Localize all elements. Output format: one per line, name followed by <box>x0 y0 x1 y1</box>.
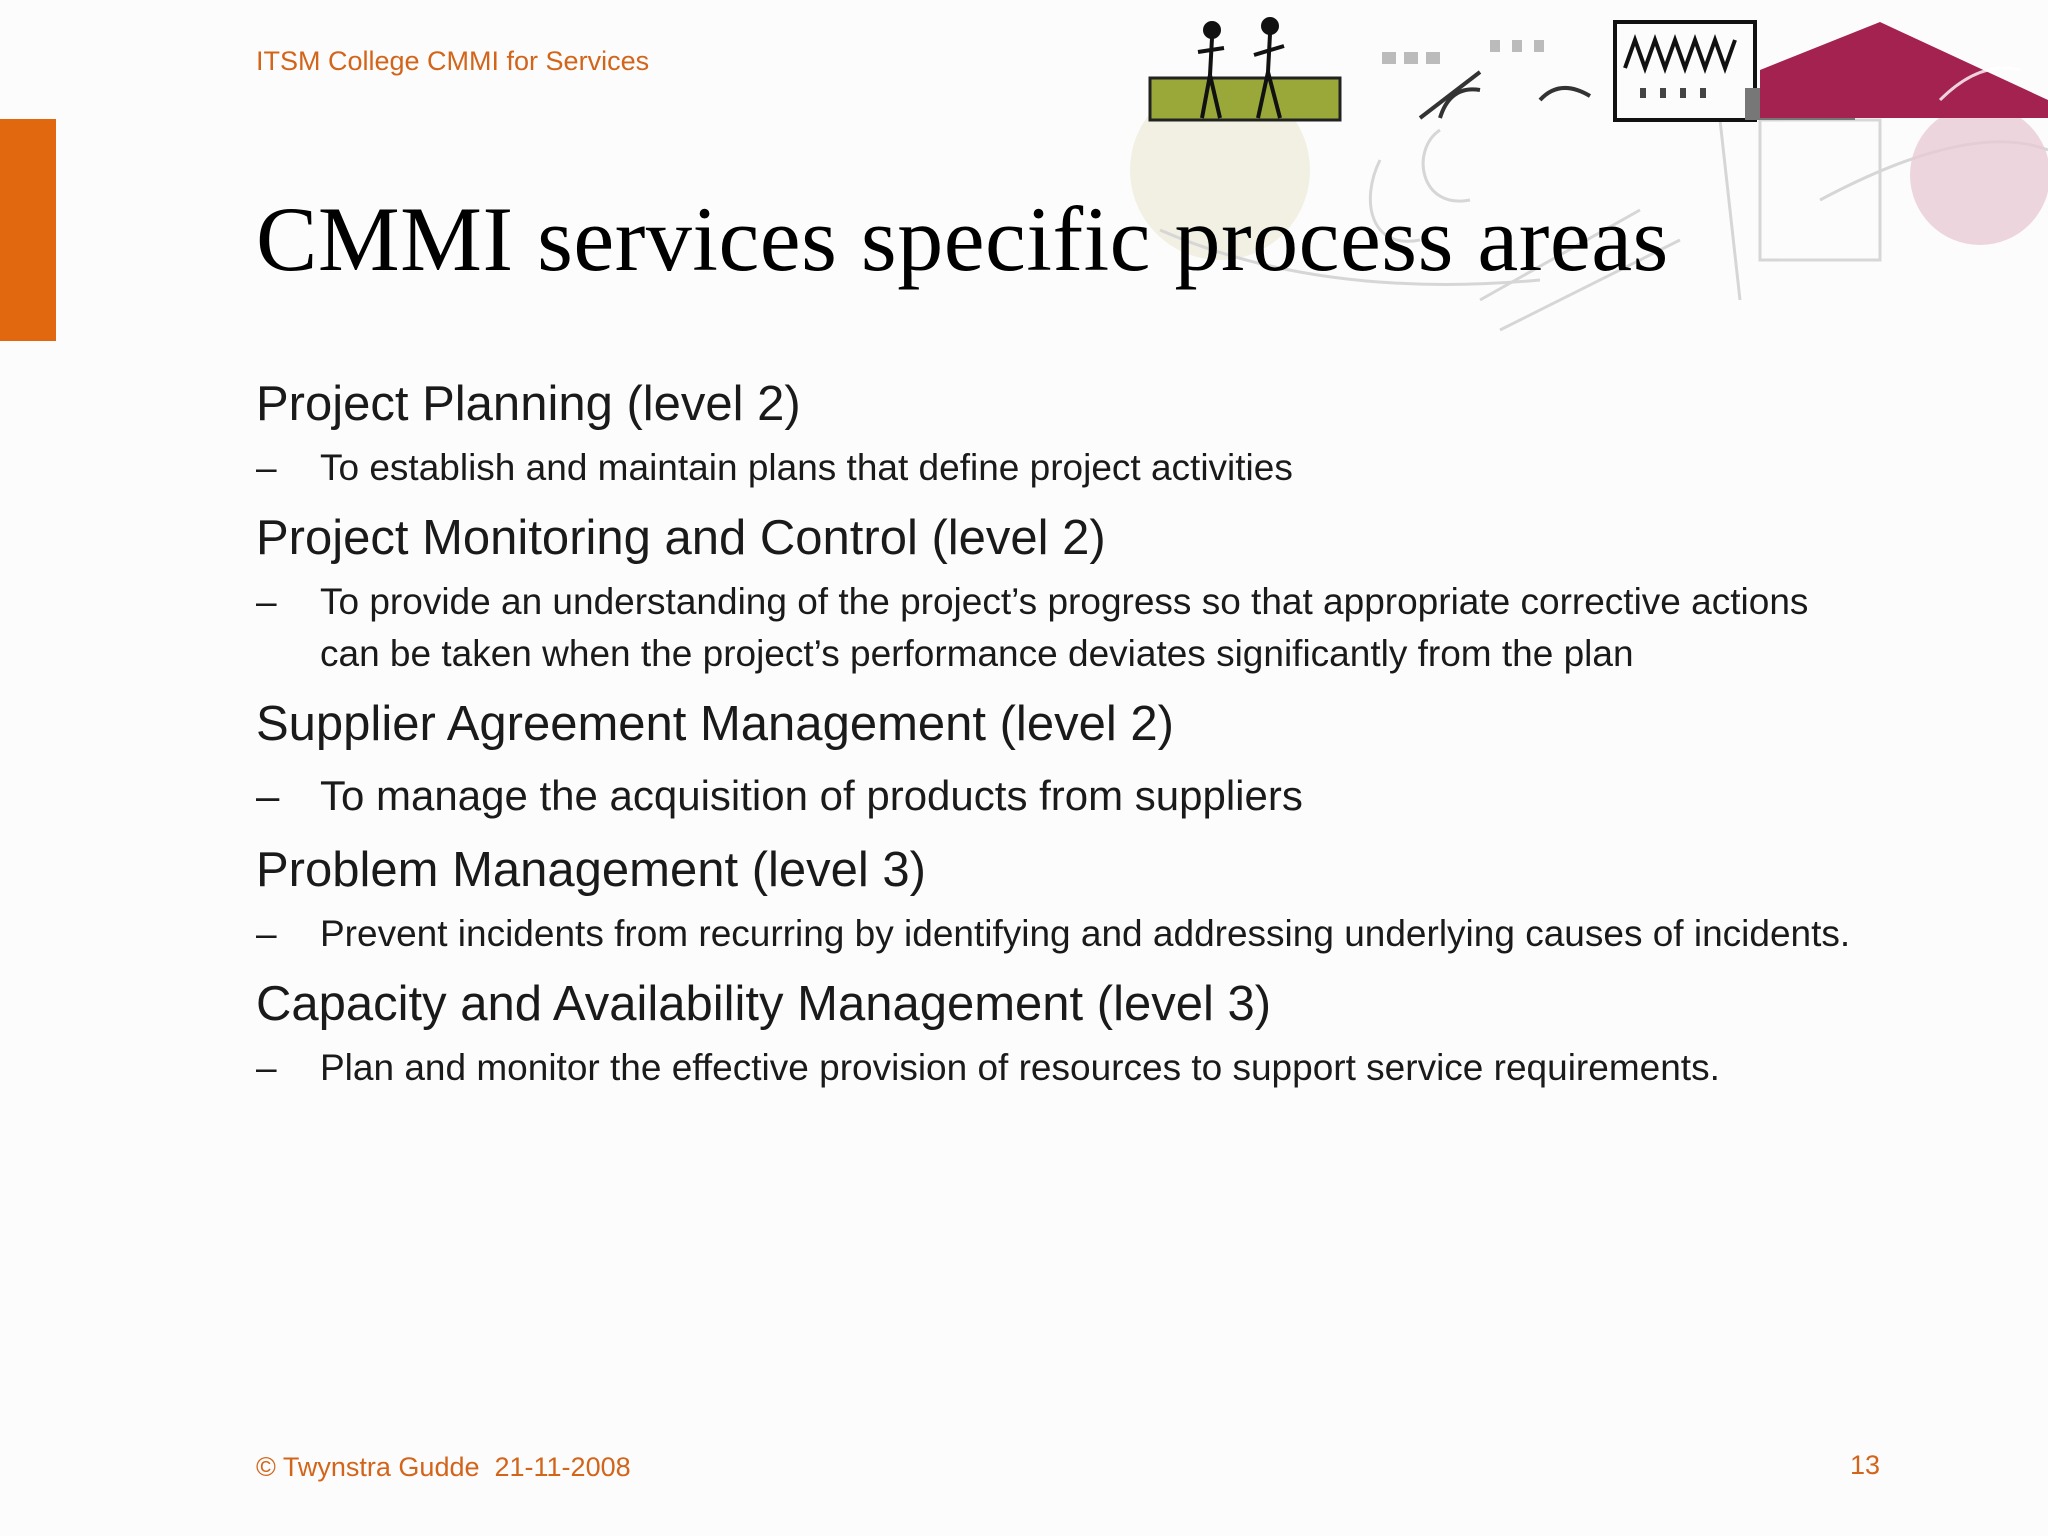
process-area-title: Capacity and Availability Management (level 3) <box>256 977 1272 1031</box>
footer-copyright: © Twynstra Gudde 21-11-2008 <box>256 1452 631 1482</box>
process-area-title: Supplier Agreement Management (level 2) <box>256 697 1174 751</box>
bullet-dash: – <box>256 1047 277 1088</box>
bullet-dash: – <box>256 447 277 488</box>
process-area-description <box>256 1042 1856 1094</box>
header-label: ITSM College CMMI for Services <box>256 46 650 76</box>
process-area-description <box>256 768 1856 824</box>
accent-bar <box>0 119 56 341</box>
process-area-title: Problem Management (level 3) <box>256 843 926 897</box>
description-text: To provide an understanding of the project’s progress so that appropriate corrective actions can be taken when the project’s performance deviates significantly from the plan <box>320 581 1809 674</box>
process-area-item <box>256 506 1856 680</box>
process-area-title: Project Planning (level 2) <box>256 377 801 431</box>
process-area-item <box>256 692 1856 824</box>
process-area-description <box>256 442 1856 494</box>
bullet-dash: – <box>256 581 277 622</box>
description-text: To establish and maintain plans that define project activities <box>320 447 1293 488</box>
sketch-illustration-icon <box>1120 0 2048 345</box>
description-text: Prevent incidents from recurring by identifying and addressing underlying causes of incidents. <box>320 913 1851 954</box>
description-text: Plan and monitor the effective provision of resources to support service requirements. <box>320 1047 1720 1088</box>
bullet-dash: – <box>256 772 280 819</box>
process-area-description <box>256 908 1856 960</box>
process-area-list <box>256 372 1856 1106</box>
page-number: 13 <box>1849 1450 1880 1480</box>
bullet-dash: – <box>256 913 277 954</box>
description-text: To manage the acquisition of products from suppliers <box>320 772 1303 819</box>
process-area-item <box>256 372 1856 494</box>
slide-title: CMMI services specific process areas <box>256 188 1669 290</box>
process-area-item <box>256 972 1856 1094</box>
process-area-title: Project Monitoring and Control (level 2) <box>256 511 1106 565</box>
process-area-description <box>256 576 1856 680</box>
process-area-item <box>256 838 1856 960</box>
